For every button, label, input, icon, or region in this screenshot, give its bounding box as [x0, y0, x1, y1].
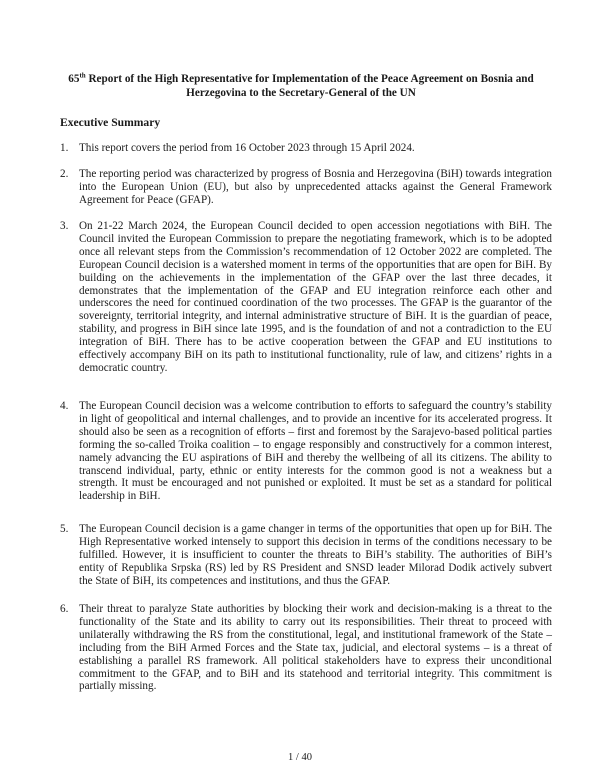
paragraph-number: 1.	[60, 142, 69, 154]
paragraph-number: 3.	[60, 220, 69, 232]
section-heading: Executive Summary	[60, 116, 161, 129]
paragraph-text: This report covers the period from 16 October 2023 through 15 April 2024.	[79, 142, 415, 154]
report-title	[55, 72, 547, 100]
paragraph-number: 2.	[60, 168, 69, 180]
paragraph-text: On 21-22 March 2024, the European Council decided to open accession negotiations with BiH. The Council invited the European Commission to prepare the negotiating framework, which is to be adopted once all relevant steps from the Commission’s recommendation of 12 October 2022 are completed. The European Council decision is a watershed moment in terms of the opportunities that are open for BiH. By building on the achievements in the implementation of the GFAP over the last three decades, it demonstrates that the implementation of the GFAP and EU integration reinforce each other and underscores the need for continued coordination of the two processes. The GFAP is the guarantor of the sovereignty, territorial integrity, and internal administrative structure of BiH. It is the guardian of peace, stability, and progress in BiH since late 1995, and is the foundation of and not a contradiction to the EU integration of BiH. There has to be active cooperation between the GFAP and EU institutions to effectively accompany BiH on its path to institutional functionality, rule of law, and citizens’ rights in a democratic country.	[79, 220, 552, 374]
title-text: Report of the High Representative for Implementation of the Peace Agreement on Bosnia and Herzegovina to the Secretary-General of the UN	[85, 73, 534, 99]
title-ordinal-suffix: th	[79, 71, 86, 80]
page-number: 1 / 40	[288, 752, 312, 763]
paragraph-6	[60, 603, 552, 693]
paragraph-number: 6.	[60, 603, 69, 615]
paragraph-number: 5.	[60, 523, 69, 535]
paragraph-text: Their threat to paralyze State authorities by blocking their work and decision-making is a threat to the functionality of the State and its ability to carry out its responsibilities. Their threat to proceed with unilaterally withdrawing the RS from the constitutional, legal, and institutional framework of the State – including from the BiH Armed Forces and the State tax, judicial, and electoral systems – is a threat of establishing a parallel RS framework. All political stakeholders have to express their unconditional commitment to the GFAP, and to BiH and its statehood and territorial integrity. This commitment is partially missing.	[79, 603, 552, 693]
paragraph-text: The European Council decision was a welcome contribution to efforts to safeguard the country’s stability in light of geopolitical and internal challenges, and to provide an incentive for its accelerated progress. It should also be seen as a recognition of efforts – first and foremost by the Sarajevo-based political parties forming the so-called Troika coalition – to engage responsibly and constructively for a common interest, namely advancing the EU aspirations of BiH and thereby the wellbeing of all its citizens. The ability to transcend individual, party, ethnic or entity interests for the common good is not a weakness but a strength. It must be encouraged and not punished or exploited. It must be set as a standard for political leadership in BiH.	[79, 400, 552, 503]
paragraph-number: 4.	[60, 400, 69, 412]
title-ordinal: 65	[68, 73, 80, 85]
paragraph-3	[60, 220, 552, 375]
paragraph-text: The European Council decision is a game changer in terms of the opportunities that open up for BiH. The High Representative worked intensely to support this decision in terms of the conditions necessary to be fulfilled. However, it is insufficient to counter the threats to BiH’s stability. The authorities of BiH’s entity of Republika Srpska (RS) led by RS President and SNSD leader Milorad Dodik actively subvert the State of BiH, its competences and institutions, and thus the GFAP.	[79, 523, 552, 587]
paragraph-text: The reporting period was characterized by progress of Bosnia and Herzegovina (BiH) towards integration into the European Union (EU), but also by unprecedented attacks against the General Framework Agreement for Peace (GFAP).	[79, 168, 552, 206]
paragraph-5	[60, 523, 552, 588]
paragraph-1	[60, 142, 552, 155]
paragraph-2	[60, 168, 552, 207]
paragraph-4	[60, 400, 552, 503]
